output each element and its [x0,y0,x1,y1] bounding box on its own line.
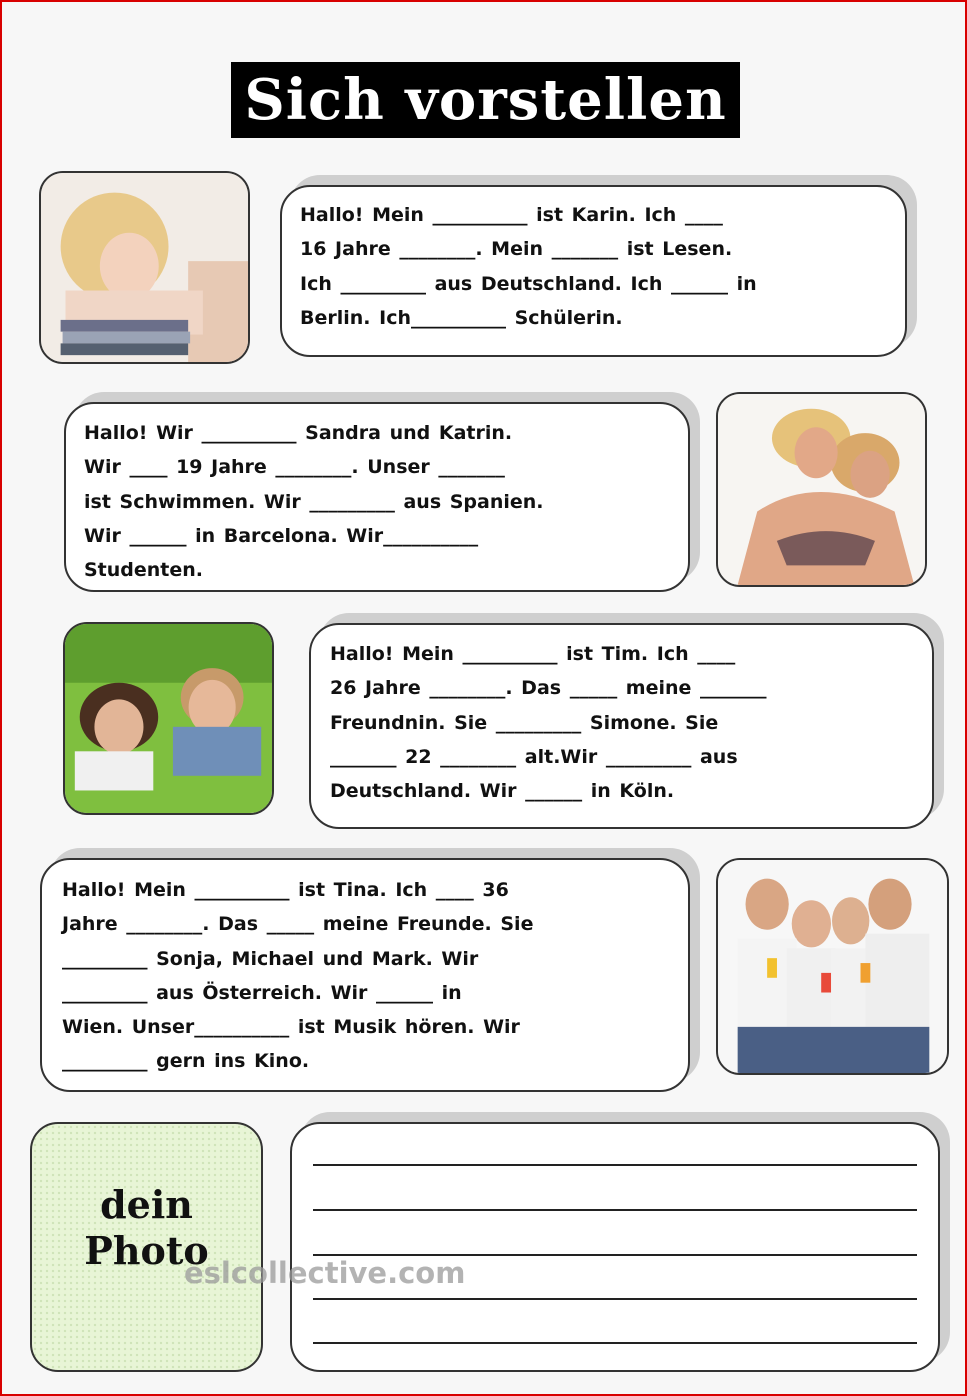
writing-line[interactable] [313,1164,917,1166]
photo-karin [39,171,250,364]
writing-box [290,1122,940,1372]
page-title: Sich vorstellen [231,62,740,138]
fill-in-text-3: Hallo! Mein __________ ist Tim. Ich ____ 26 Jahre ________. Das _____ meine _______ Freundnin. Sie _________ Simone. Sie _______ 22 ________ alt.Wir _________ aus Deutschland. Wir ______ in Köln. [330,643,767,803]
your-photo-box [30,1122,263,1372]
photo-tina-friends [716,858,949,1075]
your-photo-label: dein Photo [84,1182,209,1273]
photo-sandra-katrin [716,392,927,587]
writing-line[interactable] [313,1342,917,1344]
watermark: eslcollective.com [184,1256,466,1290]
writing-line[interactable] [313,1209,917,1211]
fill-in-text-4: Hallo! Mein __________ ist Tina. Ich ____ 36 Jahre ________. Das _____ meine Freunde. Sie _________ Sonja, Michael und Mark. Wir _________ aus Österreich. Wir ______ in Wien. Unser__________ ist Musik hören. Wir _________ gern ins Kino. [62,879,534,1073]
fill-in-text-1: Hallo! Mein __________ ist Karin. Ich ____ 16 Jahre ________. Mein _______ ist Lesen. Ich _________ aus Deutschland. Ich ______ in Berlin. Ich__________ Schülerin. [300,204,757,329]
writing-line[interactable] [313,1298,917,1300]
fill-in-text-2: Hallo! Wir __________ Sandra und Katrin. Wir ____ 19 Jahre ________. Unser _______ ist Schwimmen. Wir _________ aus Spanien. Wir ______ in Barcelona. Wir__________ Studenten. [84,422,544,582]
photo-tim-simone [63,622,274,815]
